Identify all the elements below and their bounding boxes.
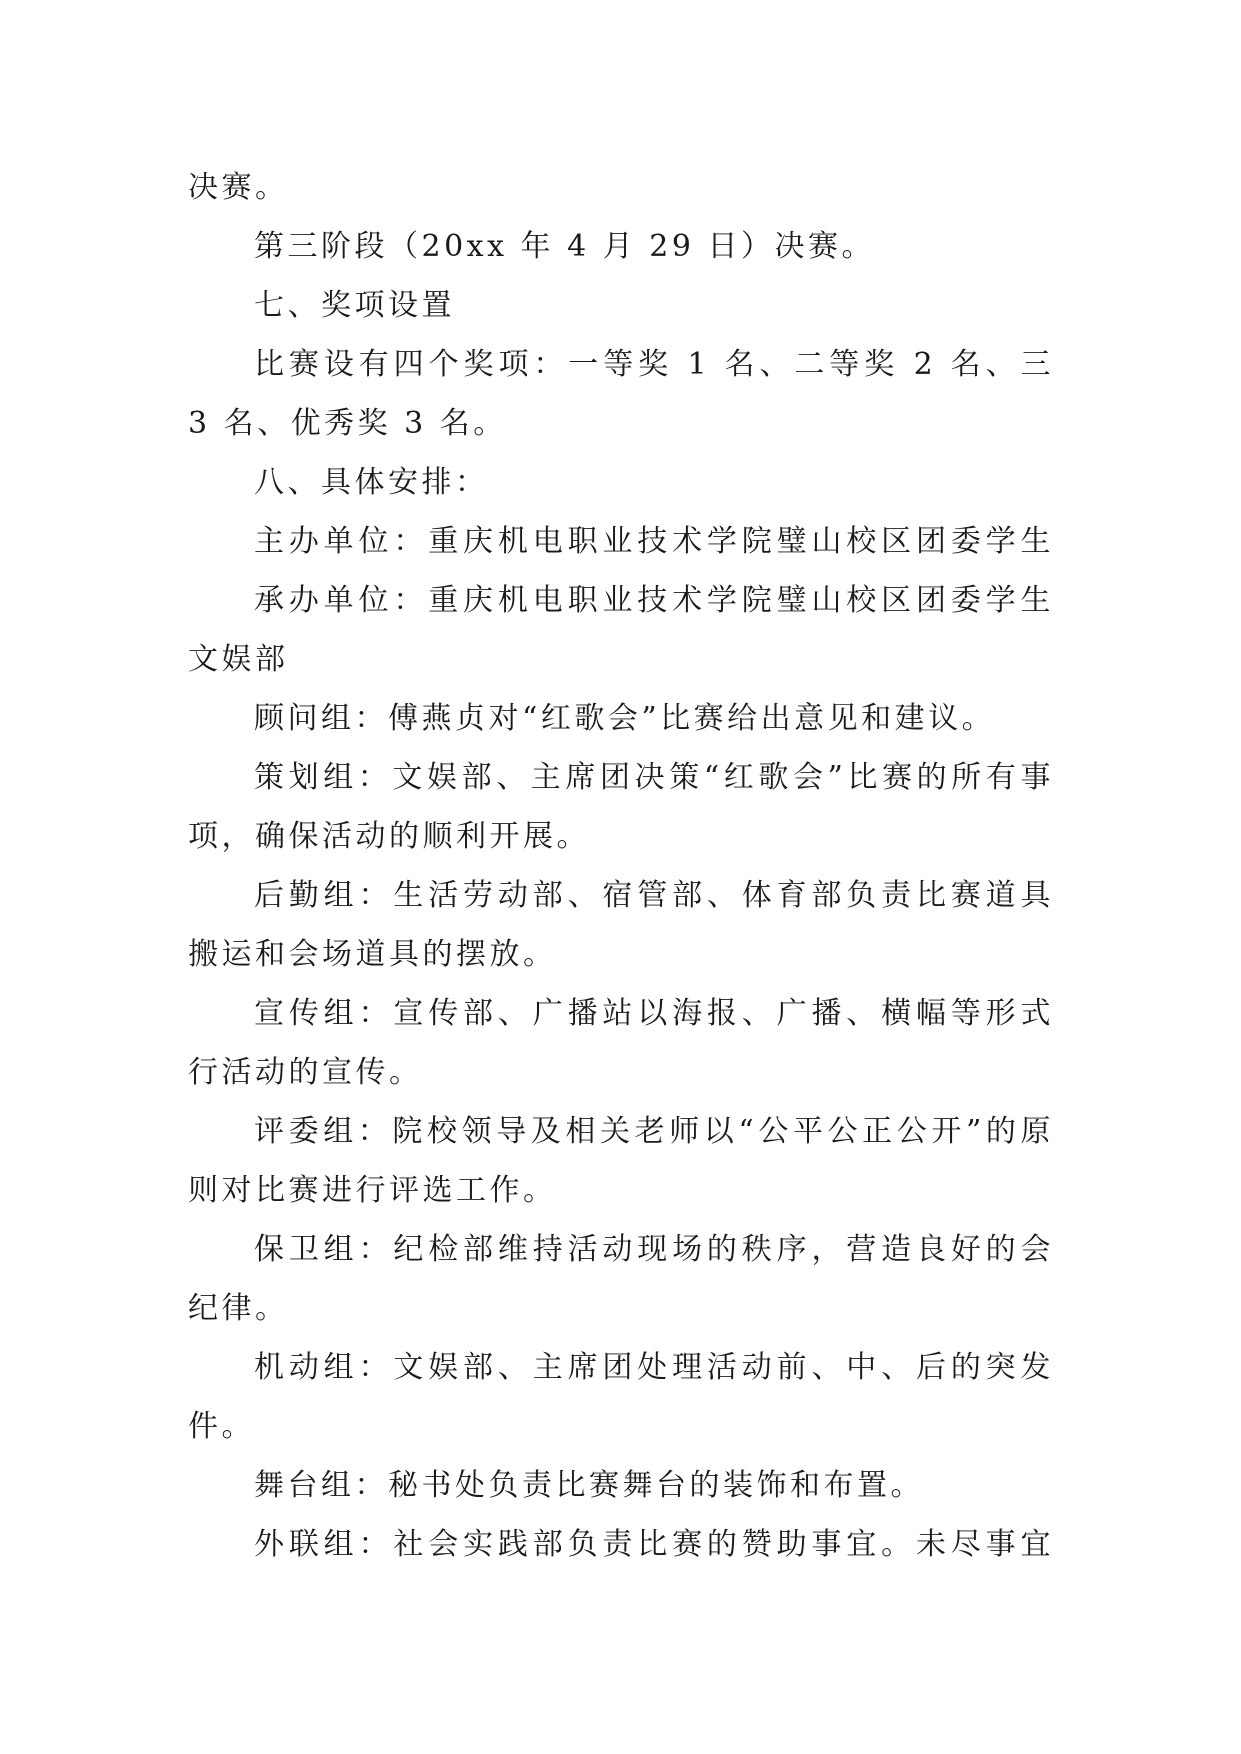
- text-line: 决赛。: [188, 170, 289, 205]
- text-line: 3 名、优秀奖 3 名。: [188, 406, 507, 441]
- text-line: 比赛设有四个奖项：一等奖 1 名、二等奖 2 名、三: [254, 347, 1054, 382]
- text-line: 则对比赛进行评选工作。: [188, 1173, 557, 1208]
- text-line: 搬运和会场道具的摆放。: [188, 937, 557, 972]
- text-line: 行活动的宣传。: [188, 1055, 423, 1090]
- text-line: 保卫组：纪检部维持活动现场的秩序，营造良好的会: [254, 1232, 1054, 1267]
- section-heading: 七、奖项设置: [254, 288, 455, 323]
- section-heading: 八、具体安排：: [254, 465, 489, 500]
- text-line: 纪律。: [188, 1291, 289, 1326]
- text-line: 件。: [188, 1409, 255, 1444]
- text-line: 舞台组：秘书处负责比赛舞台的装饰和布置。: [254, 1468, 924, 1503]
- document-body: [188, 158, 1054, 1574]
- text-line: 顾问组：傅燕贞对“红歌会”比赛给出意见和建议。: [254, 701, 996, 736]
- text-line: 策划组：文娱部、主席团决策“红歌会”比赛的所有事: [254, 760, 1054, 795]
- text-line: 项，确保活动的顺利开展。: [188, 819, 590, 854]
- text-line: 评委组：院校领导及相关老师以“公平公正公开”的原: [254, 1114, 1054, 1149]
- text-line: 第三阶段（20xx 年 4 月 29 日）决赛。: [254, 229, 875, 264]
- text-line: 宣传组：宣传部、广播站以海报、广播、横幅等形式: [254, 996, 1054, 1031]
- text-line: 后勤组：生活劳动部、宿管部、体育部负责比赛道具: [254, 878, 1054, 913]
- text-line: 机动组：文娱部、主席团处理活动前、中、后的突发: [254, 1350, 1054, 1385]
- text-line: 外联组：社会实践部负责比赛的赞助事宜。未尽事宜: [254, 1527, 1054, 1562]
- text-line: 文娱部: [188, 642, 289, 677]
- text-line: 主办单位：重庆机电职业技术学院璧山校区团委学生: [254, 524, 1054, 559]
- text-line: 承办单位：重庆机电职业技术学院璧山校区团委学生: [254, 583, 1054, 618]
